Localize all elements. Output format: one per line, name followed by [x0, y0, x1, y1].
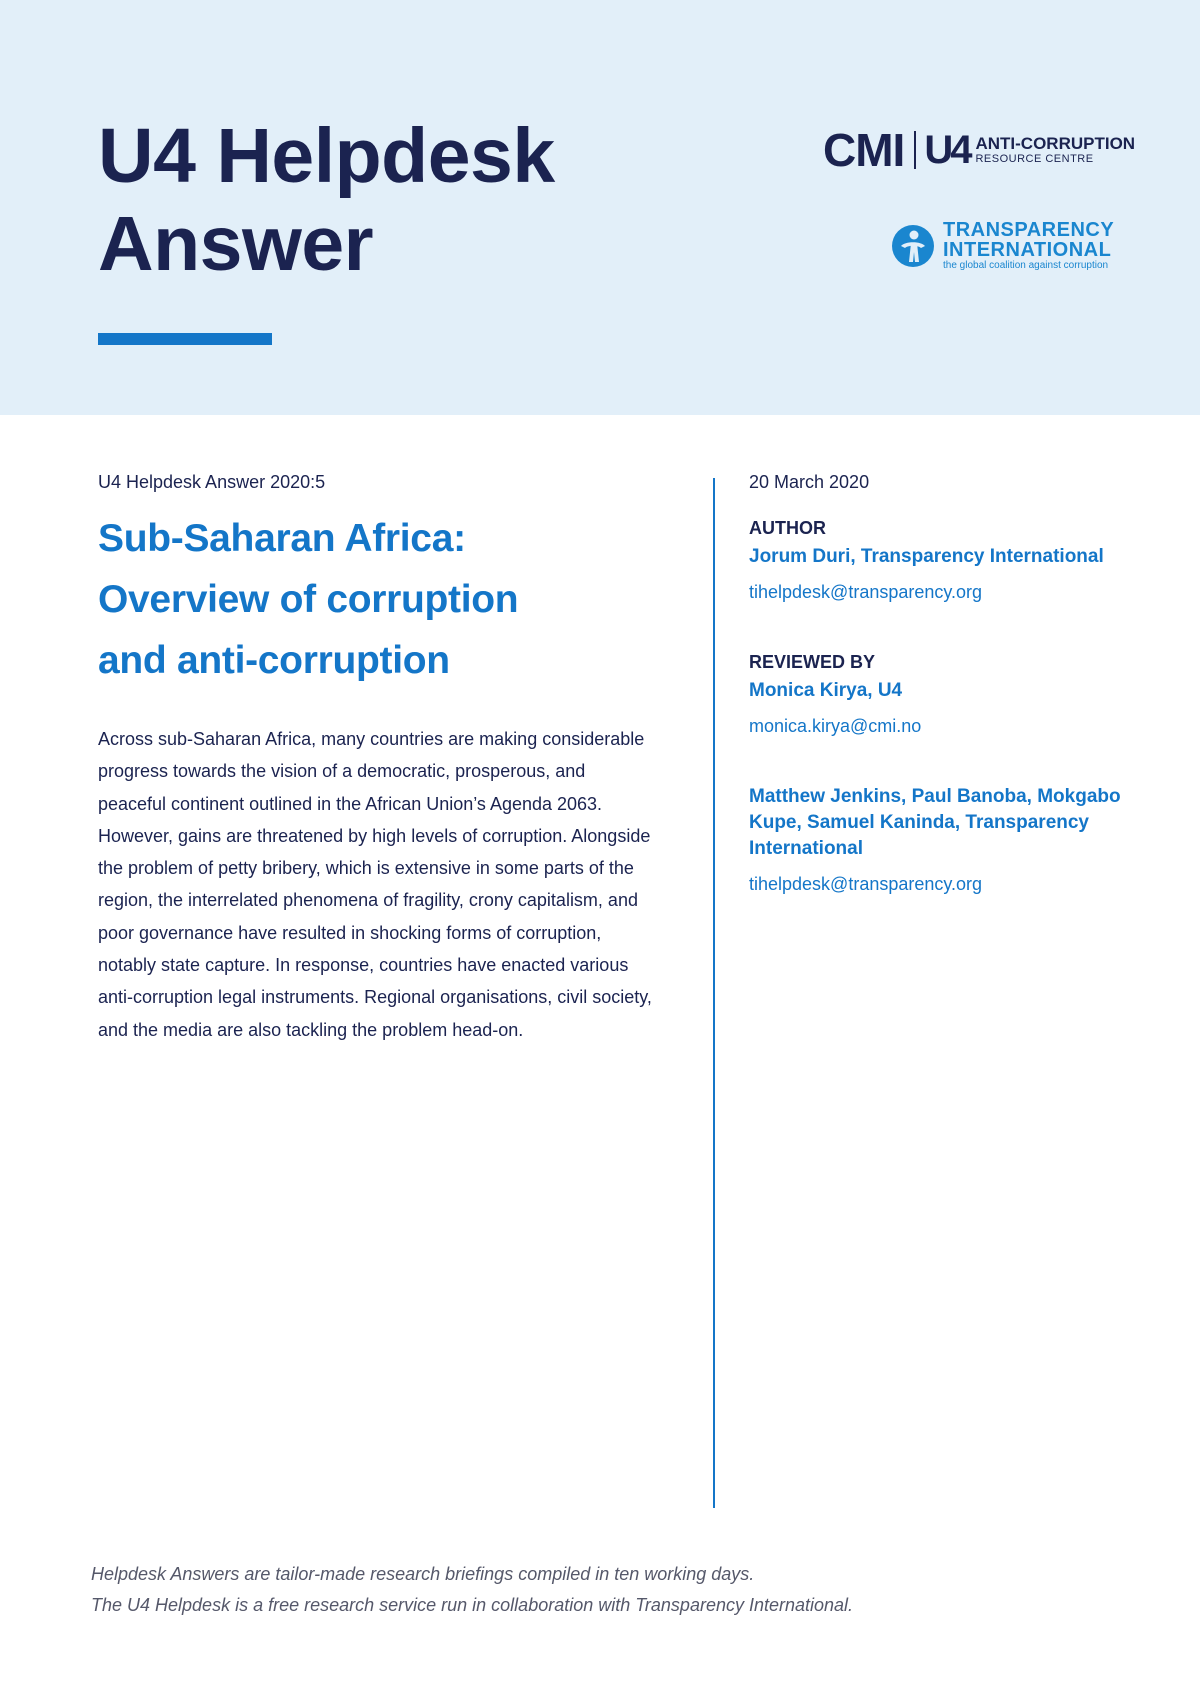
author-email[interactable]: tihelpdesk@transparency.org [749, 582, 983, 602]
ti-logo-tagline: the global coalition against corruption [943, 260, 1109, 271]
ti-logo-line2: INTERNATIONAL [943, 239, 1112, 261]
reviewed-by-label: REVIEWED BY [749, 652, 876, 672]
abstract-paragraph: Across sub-Saharan Africa, many countries are making considerable progress towards the vision of a democratic, prosperous, and peaceful continent outlined in the African Union’s Agenda 2063. However, gains are threatened by high levels of corruption. Alongside the problem of petty bribery, which is extensive in some parts of the region, the interrelated phenomena of fragility, crony capitalism, and poor governance have resulted in shocking forms of corruption, notably state capture. In response, countries have enacted various anti-corruption legal instruments. Regional organisations, civil society, and the media are also tackling the problem head-on. [98, 729, 652, 1040]
reviewer-names-group: Matthew Jenkins, Paul Banoba, Mokgabo Kupe, Samuel Kaninda, Transparency International [749, 786, 1121, 859]
transparency-international-logo [891, 218, 1114, 274]
reviewer-email[interactable]: monica.kirya@cmi.no [749, 716, 922, 736]
u4-logo-wordmark [975, 134, 1135, 166]
document-title-line3: and anti-corruption [98, 639, 450, 682]
footer-note-line2: The U4 Helpdesk is a free research service run in collaboration with Transparency International. [91, 1595, 854, 1615]
transparency-international-wordmark [943, 220, 1114, 272]
transparency-international-icon [891, 224, 935, 268]
u4-logo-mark: U4 [924, 128, 970, 172]
reviewer-group-email[interactable]: tihelpdesk@transparency.org [749, 874, 983, 894]
document-title-line2: Overview of corruption [98, 578, 519, 621]
cmi-u4-logo [823, 124, 1136, 176]
metadata-sidebar [749, 470, 1129, 896]
cmi-logo-text: CMI [823, 124, 905, 176]
column-divider [713, 478, 715, 1508]
footer-note [91, 1559, 1091, 1621]
title-underline [98, 333, 272, 345]
author-label: AUTHOR [749, 518, 826, 538]
series-number: U4 Helpdesk Answer 2020:5 [98, 472, 326, 492]
page-title [98, 112, 698, 288]
ti-logo-line1: TRANSPARENCY [943, 219, 1115, 241]
footer-note-line1: Helpdesk Answers are tailor-made research briefings compiled in ten working days. [91, 1564, 755, 1584]
author-name: Jorum Duri, Transparency International [749, 546, 1104, 567]
document-title-line1: Sub-Saharan Africa: [98, 517, 466, 560]
reviewer-name: Monica Kirya, U4 [749, 680, 903, 701]
u4-logo-line1: ANTI-CORRUPTION [975, 134, 1136, 153]
u4-logo-line2: RESOURCE CENTRE [975, 153, 1094, 165]
document-title [98, 508, 658, 691]
page-title-line2: Answer [98, 201, 374, 287]
logo-separator [914, 131, 916, 169]
publication-date: 20 March 2020 [749, 472, 870, 492]
page-title-line1: U4 Helpdesk [98, 113, 555, 199]
